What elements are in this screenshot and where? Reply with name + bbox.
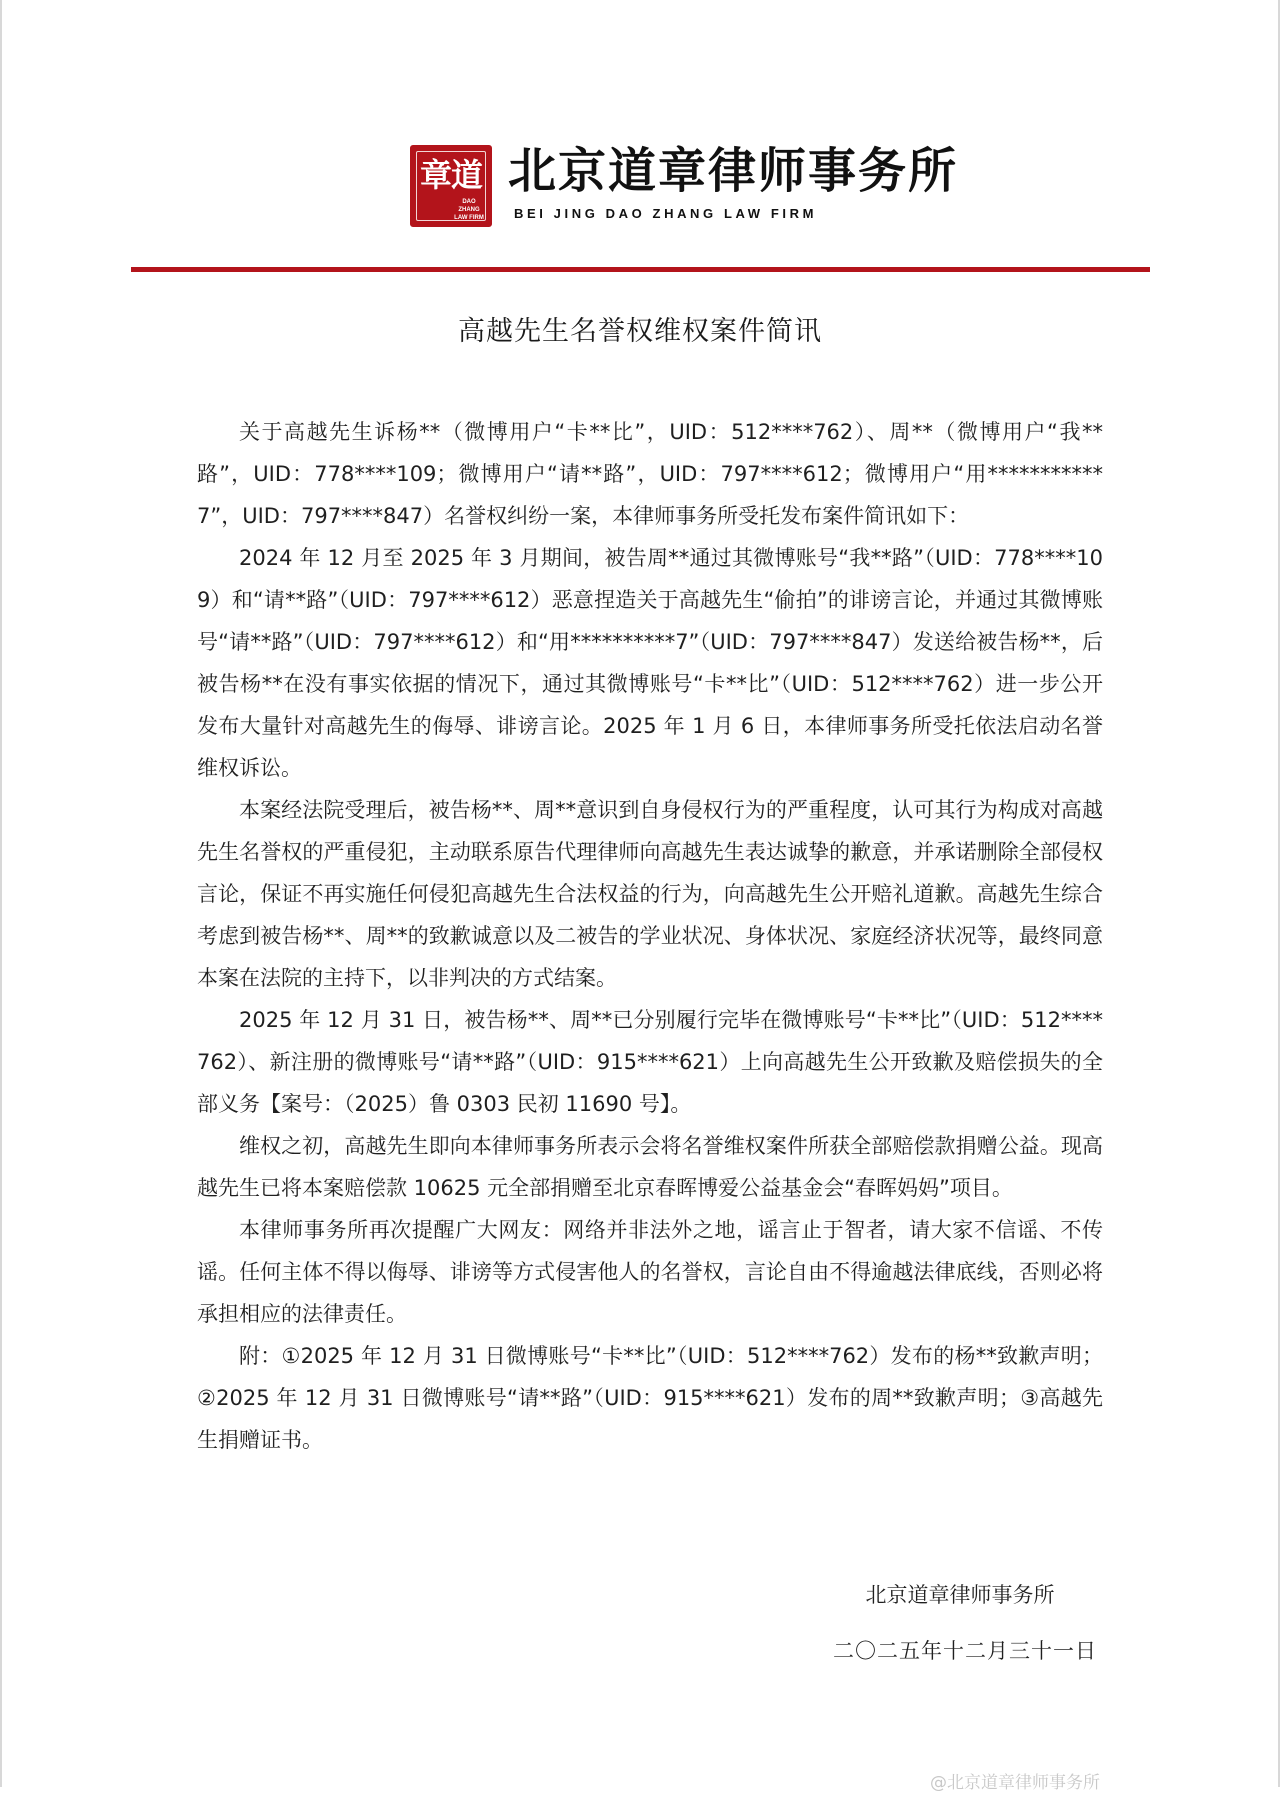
signature-date: 二〇二五年十二月三十一日: [833, 1639, 1097, 1663]
paragraph-intro: 关于高越先生诉杨**（微博用户“卡**比”，UID：512****762）、周**（微博用户“我**路”，UID：778****109；微博用户“请**路”，UID：797****612；微博用户“用***********7”，UID：797****847）名誉权纠纷一案，本律师事务所受托发布案件简讯如下：: [197, 420, 1103, 528]
letterhead-divider: [131, 267, 1150, 272]
watermark: @北京道章律师事务所: [930, 1773, 1100, 1793]
signature-firm: 北京道章律师事务所: [865, 1583, 1055, 1607]
paragraph-reminder: 本律师事务所再次提醒广大网友：网络并非法外之地，谣言止于智者，请大家不信谣、不传谣。任何主体不得以侮辱、诽谤等方式侵害他人的名誉权，言论自由不得逾越法律底线，否则必将承担相应的法律责任。: [197, 1218, 1103, 1326]
paragraph-settlement: 本案经法院受理后，被告杨**、周**意识到自身侵权行为的严重程度，认可其行为构成对高越先生名誉权的严重侵犯，主动联系原告代理律师向高越先生表达诚挚的歉意，并承诺删除全部侵权言论，保证不再实施任何侵犯高越先生合法权益的行为，向高越先生公开赔礼道歉。高越先生综合考虑到被告杨**、周**的致歉诚意以及二被告的学业状况、身体状况、家庭经济状况等，最终同意本案在法院的主持下，以非判决的方式结案。: [197, 798, 1103, 990]
seal-characters: 章道: [419, 156, 482, 194]
firm-seal-logo: [410, 145, 492, 227]
seal-caption: DAO ZHANG LAW FIRM: [454, 199, 484, 221]
paragraph-donation: 维权之初，高越先生即向本律师事务所表示会将名誉维权案件所获全部赔偿款捐赠公益。现高越先生已将本案赔偿款 10625 元全部捐赠至北京春晖博爱公益基金会“春晖妈妈”项目。: [197, 1134, 1103, 1200]
firm-name-english: BEI JING DAO ZHANG LAW FIRM: [514, 206, 818, 221]
firm-name-chinese: 北京道章律师事务所: [508, 143, 959, 199]
letterhead: [410, 143, 959, 225]
document-title: 高越先生名誉权维权案件简讯: [458, 316, 822, 347]
paragraph-apology: 2025 年 12 月 31 日，被告杨**、周**已分别履行完毕在微博账号“卡**比”（UID：512****762）、新注册的微博账号“请**路”（UID：915****621）上向高越先生公开致歉及赔偿损失的全部义务【案号：（2025）鲁 0303 民初 11690 号】。: [197, 1008, 1103, 1116]
paragraph-attachments: 附：①2025 年 12 月 31 日微博账号“卡**比”（UID：512****762）发布的杨**致歉声明；②2025 年 12 月 31 日微博账号“请**路”（UID：915****621）发布的周**致歉声明；③高越先生捐赠证书。: [197, 1344, 1103, 1452]
document-body: [197, 411, 1103, 1461]
paragraph-facts: 2024 年 12 月至 2025 年 3 月期间，被告周**通过其微博账号“我**路”（UID：778****109）和“请**路”（UID：797****612）恶意捏造关于高越先生“偷拍”的诽谤言论，并通过其微博账号“请**路”（UID：797****612）和“用**********7”（UID：797****847）发送给被告杨**，后被告杨**在没有事实依据的情况下，通过其微博账号“卡**比”（UID：512****762）进一步公开发布大量针对高越先生的侮辱、诽谤言论。2025 年 1 月 6 日，本律师事务所受托依法启动名誉维权诉讼。: [197, 546, 1103, 780]
page-edge-left: [0, 0, 2, 1787]
